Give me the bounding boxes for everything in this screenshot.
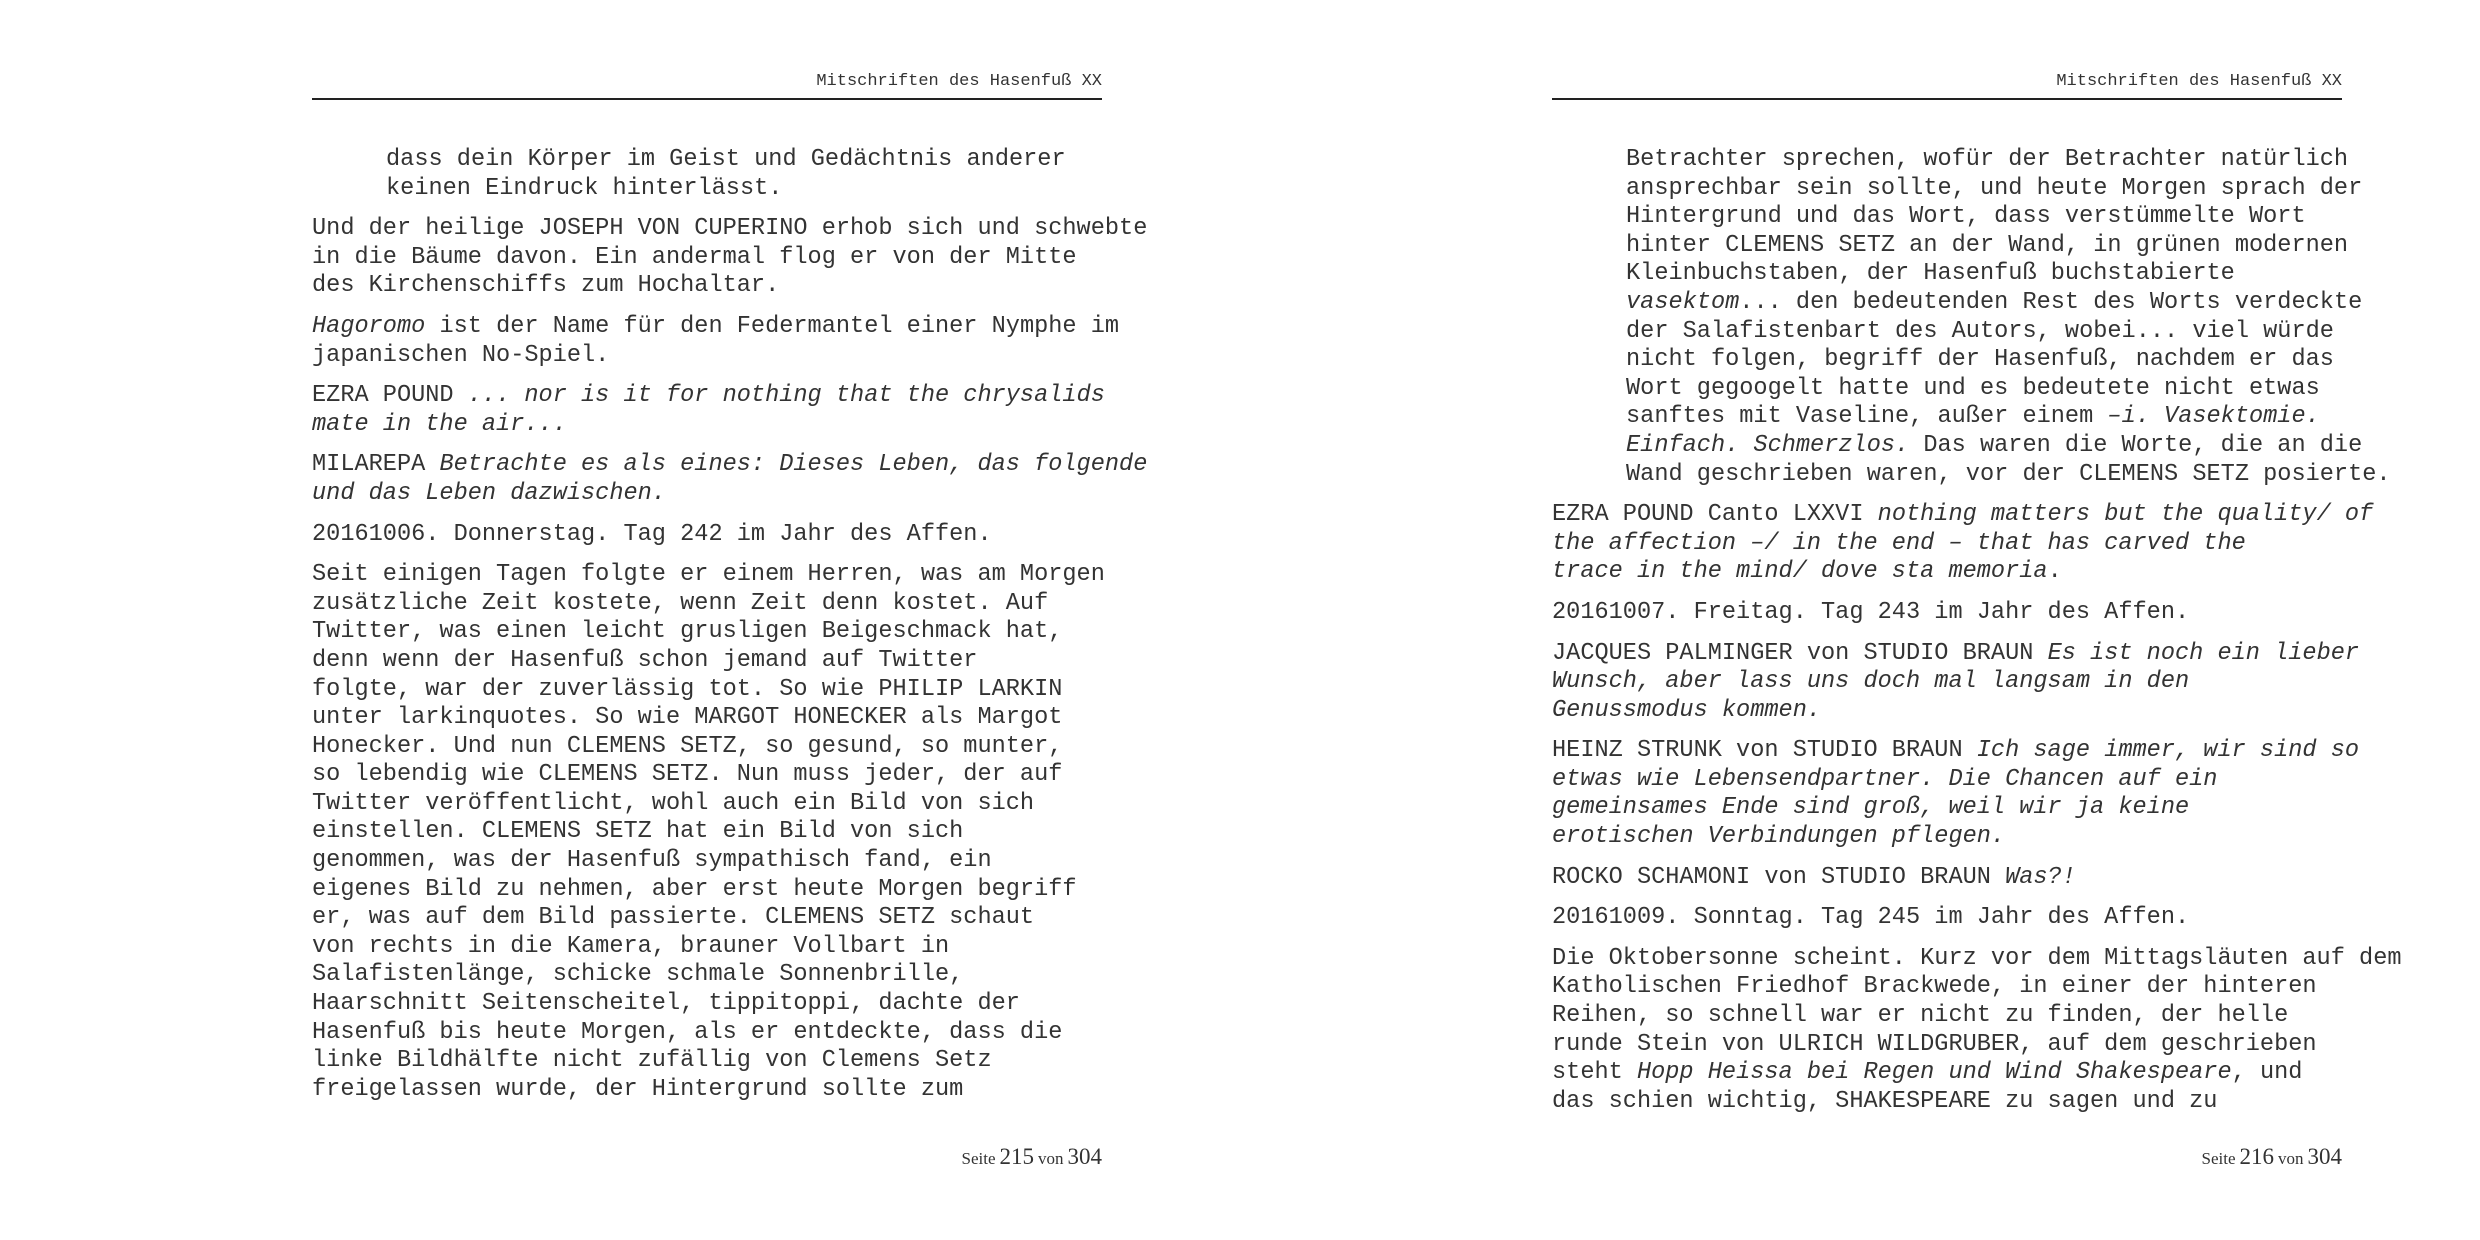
text-line — [312, 520, 1112, 550]
italic-text: vasektom — [1626, 288, 1740, 316]
text-run: Twitter, was einen leicht grusligen Beigeschmack hat, — [312, 618, 1063, 646]
text-run: so lebendig wie CLEMENS SETZ. Nun muss jeder, der auf — [312, 761, 1063, 789]
text-run: das schien wichtig, SHAKESPEARE zu sagen und zu — [1552, 1087, 2218, 1115]
text-run: in die Bäume davon. Ein andermal flog er von der Mitte — [312, 243, 1077, 271]
text-run: Wort gegoogelt hatte und es bedeutete nicht etwas — [1626, 374, 2320, 402]
text-line — [312, 732, 1112, 762]
text-line — [312, 479, 1112, 509]
paragraph — [312, 451, 1148, 508]
text-run: Hintergrund und das Wort, dass verstümmelte Wort — [1626, 203, 2306, 231]
text-run: ist der Name für den Federmantel einer Nymphe im — [425, 312, 1120, 340]
text-run: Wand geschrieben waren, vor der CLEMENS SETZ posierte. — [1626, 460, 2391, 488]
text-line — [312, 243, 1112, 273]
paragraph — [1552, 501, 2374, 587]
running-header: Mitschriften des Hasenfuß XX — [312, 72, 1102, 100]
page-number: 215 — [999, 1144, 1034, 1169]
italic-text: gemeinsames Ende sind groß, weil wir ja keine — [1552, 794, 2190, 822]
italic-text: Es ist noch ein lieber — [2047, 639, 2360, 667]
running-header: Mitschriften des Hasenfuß XX — [1552, 72, 2342, 100]
text-run: eigenes Bild zu nehmen, aber erst heute Morgen begriff — [312, 875, 1077, 903]
paragraph-continued — [312, 146, 1112, 203]
paragraph — [1552, 904, 2352, 933]
text-run: Honecker. Und nun CLEMENS SETZ, so gesund, so munter, — [312, 732, 1063, 760]
paragraph — [312, 312, 1120, 370]
italic-text: nothing matters but the quality/ of — [1877, 501, 2374, 529]
text-run: 20161007. Freitag. Tag 243 im Jahr des Affen. — [1552, 598, 2190, 626]
italic-text: Genussmodus kommen. — [1552, 696, 1822, 724]
text-run: der Salafistenbart des Autors, wobei... viel würde — [1626, 317, 2334, 345]
text-run: steht — [1552, 1059, 1637, 1087]
text-line — [1552, 863, 2352, 893]
page-body — [312, 146, 1148, 1116]
text-line — [1626, 146, 2352, 175]
text-line — [1626, 318, 2352, 347]
text-run: folgte, war der zuverlässig tot. So wie PHILIP LARKIN — [312, 675, 1063, 703]
text-run: ... den bedeutenden Rest des Worts verdeckte — [1739, 288, 2363, 316]
text-line — [1626, 375, 2352, 404]
text-run: sanftes mit Vaseline, außer einem — [1626, 403, 2108, 431]
text-line — [1626, 203, 2352, 232]
page-footer — [1552, 1144, 2342, 1170]
paragraph — [1552, 599, 2352, 628]
text-line — [1552, 529, 2352, 559]
italic-text: Hagoromo — [312, 312, 426, 340]
text-line — [1626, 346, 2352, 375]
text-run: EZRA POUND — [312, 382, 468, 410]
text-line — [312, 272, 1112, 301]
text-run: Twitter veröffentlicht, wohl auch ein Bild von sich — [312, 789, 1035, 817]
italic-text: mate in the air... — [312, 410, 567, 438]
text-run: Seit einigen Tagen folgte er einem Herren, was am Morgen — [312, 561, 1105, 589]
text-line — [1552, 1002, 2352, 1031]
text-line — [1552, 668, 2352, 697]
italic-text: Hopp Heissa bei Regen und Wind Shakespeare — [1636, 1059, 2232, 1087]
text-run: MILAREPA — [312, 451, 440, 479]
text-line — [312, 561, 1112, 590]
text-line — [312, 847, 1112, 876]
text-run: Das waren die Worte, die an die — [1909, 431, 2363, 459]
paragraph — [312, 215, 1148, 301]
text-run: Und der heilige JOSEPH VON CUPERINO erhob sich und schwebte — [312, 215, 1148, 243]
text-run: , und — [2231, 1059, 2303, 1087]
text-run: denn wenn der Hasenfuß schon jemand auf Twitter — [312, 646, 978, 674]
text-run: Die Oktobersonne scheint. Kurz vor dem Mittagsläuten auf dem — [1552, 944, 2402, 972]
italic-text: ... nor is it for nothing that the chrysalids — [467, 382, 1105, 410]
text-run: ansprechbar sein sollte, und heute Morgen sprach der — [1626, 174, 2363, 202]
text-line — [1552, 794, 2352, 823]
italic-text: etwas wie Lebensendpartner. Die Chancen auf ein — [1552, 765, 2218, 793]
text-line — [312, 675, 1112, 705]
text-line — [1552, 1059, 2352, 1088]
text-run: Betrachter sprechen, wofür der Betrachter natürlich — [1626, 146, 2349, 173]
page-number: 216 — [2239, 1144, 2274, 1169]
italic-text: erotischen Verbindungen pflegen. — [1552, 823, 2006, 851]
text-line — [386, 146, 1112, 175]
text-run: ROCKO SCHAMONI von STUDIO BRAUN — [1552, 863, 2006, 891]
text-line — [1552, 639, 2360, 669]
italic-text: Ich sage immer, wir sind so — [1976, 737, 2360, 765]
paragraph — [1552, 944, 2402, 1117]
text-line — [312, 875, 1112, 905]
text-run: einstellen. CLEMENS SETZ hat ein Bild von sich — [312, 818, 964, 846]
paragraph — [312, 382, 1112, 439]
text-line — [312, 589, 1112, 619]
text-line — [1552, 765, 2352, 795]
footer-word-von: von — [2278, 1149, 2304, 1168]
text-line — [312, 932, 1112, 962]
footer-word-von: von — [1038, 1149, 1064, 1168]
italic-text: trace in the mind/ dove sta memoria — [1552, 558, 2048, 586]
text-run: Kleinbuchstaben, der Hasenfuß buchstabierte — [1626, 260, 2235, 288]
text-line — [312, 904, 1112, 933]
text-line — [312, 382, 1112, 411]
text-line — [1552, 944, 2402, 974]
text-run: Katholischen Friedhof Brackwede, in einer der hinteren — [1552, 973, 2317, 1001]
text-line — [1552, 1030, 2352, 1060]
text-line — [312, 704, 1112, 733]
italic-text: und das Leben dazwischen. — [312, 479, 666, 507]
page-right — [1240, 0, 2480, 1240]
text-run: von rechts in die Kamera, brauner Vollbart in — [312, 932, 950, 960]
text-run: HEINZ STRUNK von STUDIO BRAUN — [1552, 737, 1977, 765]
paragraph — [1552, 864, 2352, 893]
text-line — [1626, 260, 2352, 289]
text-line — [1626, 460, 2391, 490]
text-line — [1626, 288, 2363, 318]
paragraph-continued — [1552, 146, 2391, 489]
text-run: Salafistenlänge, schicke schmale Sonnenbrille, — [312, 961, 964, 989]
text-run: dass dein Körper im Geist und Gedächtnis anderer — [386, 146, 1066, 173]
text-run: japanischen No-Spiel. — [312, 341, 610, 369]
italic-text: the affection –/ in the end – that has carved the — [1552, 529, 2246, 557]
text-line — [1552, 598, 2352, 628]
paragraph — [312, 521, 1112, 550]
text-run: zusätzliche Zeit kostete, wenn Zeit denn kostet. Auf — [312, 589, 1049, 617]
text-run: Reihen, so schnell war er nicht zu finden, der helle — [1552, 1002, 2289, 1030]
text-run: EZRA POUND Canto LXXVI — [1552, 501, 1878, 529]
text-line — [1552, 823, 2352, 852]
text-line — [312, 1075, 1112, 1105]
text-line — [1552, 696, 2352, 726]
text-line — [312, 215, 1148, 244]
text-line — [312, 990, 1112, 1019]
text-line — [312, 789, 1112, 819]
text-run: er, was auf dem Bild passierte. CLEMENS SETZ schaut — [312, 904, 1035, 932]
page-total: 304 — [1067, 1144, 1102, 1169]
page-body — [1552, 146, 2402, 1128]
page-footer — [312, 1144, 1102, 1170]
text-line — [312, 818, 1112, 847]
text-run: des Kirchenschiffs zum Hochaltar. — [312, 272, 780, 300]
italic-text: Betrachte es als eines: Dieses Leben, das folgende — [439, 451, 1148, 479]
text-run: Hasenfuß bis heute Morgen, als er entdeckte, dass die — [312, 1018, 1063, 1046]
text-line — [312, 341, 1112, 371]
text-line — [312, 1047, 1112, 1076]
text-run: nicht folgen, begriff der Hasenfuß, nachdem er das — [1626, 346, 2334, 374]
italic-text: Was?! — [2005, 863, 2076, 891]
text-line — [1626, 174, 2363, 204]
text-line — [1626, 431, 2363, 461]
text-line — [1626, 232, 2352, 261]
text-line — [1552, 501, 2374, 530]
footer-word-seite: Seite — [961, 1149, 996, 1168]
footer-word-seite: Seite — [2201, 1149, 2236, 1168]
text-run: genommen, was der Hasenfuß sympathisch fand, ein — [312, 847, 992, 875]
text-line — [1552, 973, 2352, 1002]
text-line — [1552, 737, 2360, 766]
text-line — [312, 451, 1148, 480]
paragraph — [1552, 737, 2360, 851]
text-line — [1552, 558, 2352, 587]
text-line — [312, 618, 1112, 647]
text-line — [1626, 403, 2352, 432]
text-run: keinen Eindruck hinterlässt. — [386, 174, 783, 202]
page-total: 304 — [2307, 1144, 2342, 1169]
text-line — [312, 961, 1112, 990]
text-line — [386, 175, 1112, 204]
text-line — [312, 312, 1120, 342]
text-run: runde Stein von ULRICH WILDGRUBER, auf dem geschrieben — [1552, 1030, 2317, 1058]
text-run: JACQUES PALMINGER von STUDIO BRAUN — [1552, 639, 2048, 667]
paragraph — [312, 561, 1112, 1104]
text-run: freigelassen wurde, der Hintergrund sollte zum — [312, 1075, 964, 1103]
text-run: Haarschnitt Seitenscheitel, tippitoppi, dachte der — [312, 990, 1020, 1018]
text-run: unter larkinquotes. So wie MARGOT HONECKER als Margot — [312, 704, 1063, 732]
text-run: 20161009. Sonntag. Tag 245 im Jahr des Affen. — [1552, 904, 2190, 932]
paragraph — [1552, 639, 2360, 726]
text-run: hinter CLEMENS SETZ an der Wand, in grünen modernen — [1626, 231, 2349, 259]
text-line — [312, 1018, 1112, 1048]
text-line — [312, 410, 1112, 440]
italic-text: Einfach. Schmerzlos. — [1626, 431, 1910, 459]
text-run: linke Bildhälfte nicht zufällig von Clemens Setz — [312, 1047, 992, 1075]
text-run: 20161006. Donnerstag. Tag 242 im Jahr des Affen. — [312, 520, 992, 548]
text-line — [1552, 1087, 2352, 1117]
text-line — [312, 646, 1112, 676]
text-line — [312, 761, 1112, 790]
italic-text: Wunsch, aber lass uns doch mal langsam in den — [1552, 668, 2190, 696]
text-run: . — [2047, 558, 2062, 586]
text-line — [1552, 904, 2352, 933]
italic-text: –i. Vasektomie. — [2107, 403, 2320, 431]
